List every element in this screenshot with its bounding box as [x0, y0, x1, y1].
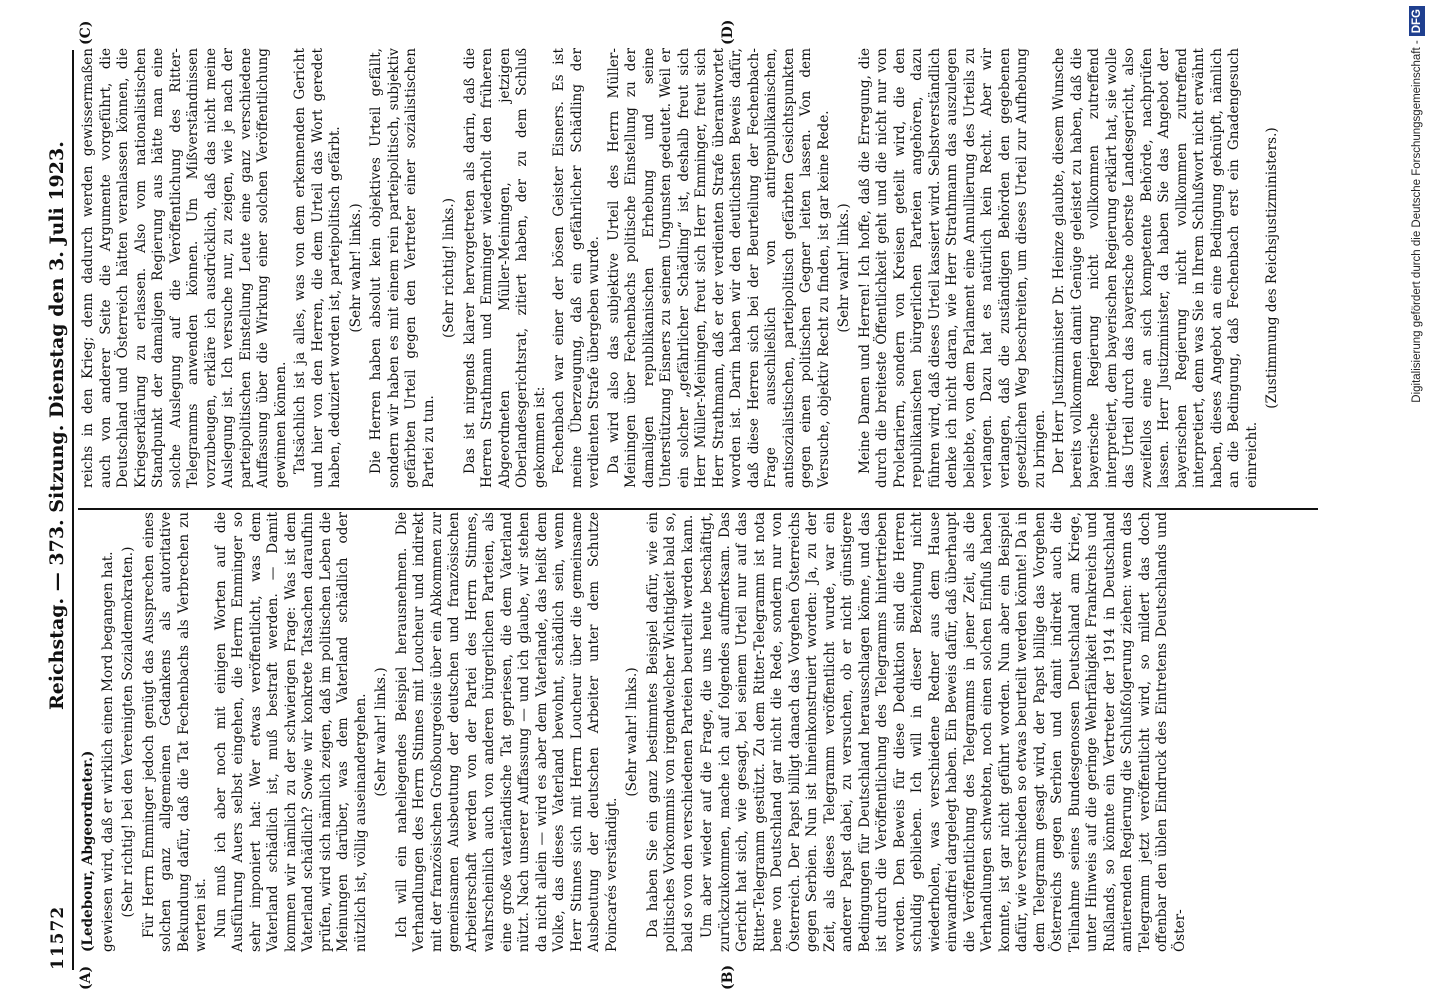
margin-marker-a: (A)	[78, 965, 94, 990]
margin-marker-d: (D)	[720, 19, 736, 45]
paragraph: gewiesen wird, daß er wirklich einen Mord begangen hat.	[99, 551, 116, 952]
interjection: (Sehr richtig! links.)	[441, 197, 457, 339]
paragraph: Da haben Sie ein ganz bestimmtes Beispiel dafür, wie ein politisches Vorkommnis von irgendwelcher Wichtigkeit bald so, bald so von den verschiedenen Parteien beurteilt werden kann.	[644, 512, 696, 952]
digitization-credit	[1406, 6, 1428, 996]
paragraph: Um aber wieder auf die Frage, die uns heute beschäftigt, zurückzukommen, mache ich auf folgendes aufmerksam. Das Gericht hat sich, wie gesagt, bei seinem Urteil nur auf das Ritter-Telegramm gestützt. Zu dem Ritter-Telegramm ist nota bene von Deutschland gar nicht die Rede, sondern nur von Österreich. Der Papst billigt danach das Vorgehen Österreichs gegen Serbien. Nun ist hineinkonstruiert worden: Ja, zu der Zeit, als dieses Telegramm veröffentlicht wurde, war ein anderer Papst dabei, zu versuchen, ob er nicht günstigere Bedingungen für Deutschland herausschlagen könne, und das ist durch die Veröffentlichung des Telegramms hintertrieben worden. Den Beweis für diese Deduktion sind die Herren schuldig geblieben. Ich will in dieser Beziehung nicht wiederholen, was verschiedene Redner aus dem Hause einwandfrei dargelegt haben. Ein Beweis dafür, daß überhaupt die Veröffentlichung des Telegramms in jener Zeit, als die Verhandlungen schwebten, noch einen solchen Einfluß haben konnte, ist gar nicht geführt worden. Nun aber ein Beispiel dafür, wie verschieden so etwas beurteilt werden könnte! Da in dem Telegramm gesagt wird, der Papst billige das Vorgehen Österreichs gegen Serbien und damit indirekt auch die Teilnahme seines Bundesgenossen Deutschland am Kriege, unter Hinweis auf die geringe Wehrfähigkeit Frankreichs und Rußlands, so könnte ein Vertreter der 1914 in Deutschland amtierenden Regierung die Schlußfolgerung ziehen: wenn das Telegramm jetzt veröffentlicht wird, so mildert das doch offenbar den üblen Eindruck des Eintretens Deutschlands und Öster-	[699, 512, 1188, 952]
left-column	[80, 512, 1191, 952]
margin-marker-b: (B)	[720, 964, 736, 990]
page-header	[42, 50, 74, 970]
speaker-name: (Ledebour, Abgeordneter.)	[80, 750, 96, 952]
right-column	[80, 48, 1285, 488]
paragraph: Die Herren haben absolut kein objektives Urteil gefällt, sondern wir haben es mit einem rein parteipolitisch, subjektiv gefärbten Urteil gegen den Vertreter einer sozialistischen Partei zu tun.	[368, 48, 437, 488]
interjection: (Sehr wahr! links.)	[836, 203, 852, 333]
column-separator	[78, 508, 1318, 510]
page-number: 11572	[48, 905, 68, 970]
interjection: (Sehr wahr! links.)	[624, 667, 640, 797]
interjection: (Sehr richtig! bei den Vereinigten Sozialdemokraten.)	[120, 546, 136, 918]
interjection: (Sehr wahr! links.)	[373, 667, 389, 797]
paragraph: Tatsächlich ist ja alles, was von dem erkennenden Gericht und hier von den Herren, die dem Urteil das Wort geredet haben, deduziert worden ist, parteipolitisch gefärbt.	[292, 48, 343, 488]
side-note	[1406, 6, 1428, 996]
credit-text: Digitalisierung gefördert durch die Deutsche Forschungsgemeinschaft -	[1411, 40, 1423, 403]
paragraph: Da wird also das subjektive Urteil des Herrn Müller-Meiningen über Fechenbachs politische Einstellung zu der damaligen republikanischen Erhebung und seine Unterstützung Eisners zu seinem Ungunsten gedeutet. Weil er ein solcher „gefährlicher Schädling“ ist, deshalb freut sich Herr Müller-Meiningen, freut sich Herr Emminger, freut sich Herr Strathmann, daß er der verdienten Strafe überantwortet worden ist. Darin haben wir den deutlichsten Beweis dafür, daß diese Herren sich bei der Beurteilung der Fechenbach-Frage ausschließlich von antirepublikanischen, antisozialistischen, parteipolitisch gefärbten Gesichtspunkten gegen einen politischen Gegner leiten lassen. Von dem Versuche, objektiv Recht zu finden, ist gar keine Rede.	[605, 48, 832, 488]
paragraph: Das ist nirgends klarer hervorgetreten als darin, daß die Herren Strathmann und Emminger wiederholt den früheren Abgeordneten Müller-Meiningen, jetzigen Oberlandesgerichtsrat, zitiert haben, der zu dem Schluß gekommen ist:	[461, 48, 548, 488]
dfg-logo: DFG	[1409, 6, 1425, 36]
paragraph: Ich will ein naheliegendes Beispiel herausnehmen. Die Verhandlungen des Herrn Stinnes mit Loucheur und indirekt mit der französischen Großbourgeoisie über ein Abkommen zur gemeinsamen Ausbeutung der deutschen und französischen Arbeiterschaft werden von der Partei des Herrn Stinnes, wahrscheinlich auch von anderen bürgerlichen Parteien, als eine große vaterländische Tat gepriesen, die dem Vaterland nützt. Nach unserer Auffassung — und ich glaube, wir stehen da nicht allein — wird es aber dem Vaterlande, das heißt dem Volke, das dieses Vaterland bewohnt, schädlich sein, wenn Herr Stinnes sich mit Herrn Loucheur über die gemeinsame Ausbeutung der deutschen Arbeiter unter dem Schutze Poincarés verständigt.	[393, 512, 620, 952]
paragraph: Meine Damen und Herren! Ich hoffe, daß die Erregung, die durch die breiteste Öffentlichkeit geht und die nicht nur von Proletariern, sondern von Kreisen geteilt wird, die den republikanischen bürgerlichen Parteien angehören, dazu führen wird, daß dieses Urteil kassiert wird. Selbstverständlich denke ich nicht daran, wie Herr Strathmann das auszulegen beliebte, von dem Parlament eine Annullierung des Urteils zu verlangen. Dazu hat es natürlich kein Recht. Aber wir verlangen, daß die zuständigen Behörden den gegebenen gesetzlichen Weg beschreiten, um dieses Urteil zur Aufhebung zu bringen.	[856, 48, 1048, 488]
running-title: Reichstag. — 373. Sitzung. Dienstag den 3. Juli 1923.	[46, 141, 68, 710]
paragraph: reichs in den Krieg; denn dadurch werden gewissermaßen auch von anderer Seite die Argumente vorgeführt, die Deutschland und Österreich hätten veranlassen können, die Kriegserklärung zu erlassen. Also vom nationalistischen Standpunkt der damaligen Regierung aus hätte man eine solche Auslegung auf die Veröffentlichung des Ritter-Telegramms anwenden können. Um Mißverständnissen vorzubeugen, erkläre ich ausdrücklich, daß das nicht meine Auslegung ist. Ich versuche nur, zu zeigen, wie je nach der parteipolitischen Einstellung Leute eine ganz verschiedene Auffassung über die Wirkung einer solchen Veröffentlichung gewinnen können.	[80, 48, 289, 488]
paragraph: Der Herr Justizminister Dr. Heinze glaubte, diesem Wunsche bereits vollkommen damit Genüge geleistet zu haben, daß die bayerische Regierung nicht vollkommen zutreffend interpretiert, dem bayerischen Regierung erklärt hat, sie wolle das Urteil durch das bayerische oberste Landesgericht, also zweifellos eine an sich kompetente Behörde, nachprüfen lassen. Herr Justizminister, da haben Sie das Angebot der bayerischen Regierung nicht vollkommen zutreffend interpretiert, denn was Sie in Ihrem Schlußwort nicht erwähnt haben, dieses Angebot an eine Bedingung geknüpft, nämlich an die Bedingung, daß Fechenbach erst ein Gnadengesuch einreicht.	[1051, 48, 1260, 488]
interjection: (Sehr wahr! links.)	[347, 203, 364, 333]
quotation: Fechenbach war einer der bösen Geister Eisners. Es ist meine Überzeugung, daß ein gefährlicher Schädling der verdienten Strafe übergeben wurde.	[551, 48, 602, 488]
interjection: (Zustimmung des Reichsjustizministers.)	[1264, 127, 1280, 409]
margin-marker-c: (C)	[78, 20, 94, 45]
paragraph: Für Herrn Emminger jedoch genügt das Aussprechen eines solchen ganz allgemeinen Gedankens als autoritative Bekundung dafür, daß die Tat Fechenbachs als Verbrechen zu werten ist.	[140, 512, 209, 952]
paragraph: Nun muß ich aber noch mit einigen Worten auf die Ausführung Auers selbst eingehen, die Herrn Emminger so sehr imponiert hat: Wer etwas veröffentlicht, was dem Vaterland schädlich ist, muß bestraft werden. — Damit kommen wir nämlich zu der schwierigen Frage: Was ist dem Vaterland schädlich? Sowie wir konkrete Tatsachen daraufhin prüfen, wird sich nämlich zeigen, daß im politischen Leben die Meinungen darüber, was dem Vaterland schädlich oder nützlich ist, völlig auseinandergehen.	[212, 512, 369, 952]
